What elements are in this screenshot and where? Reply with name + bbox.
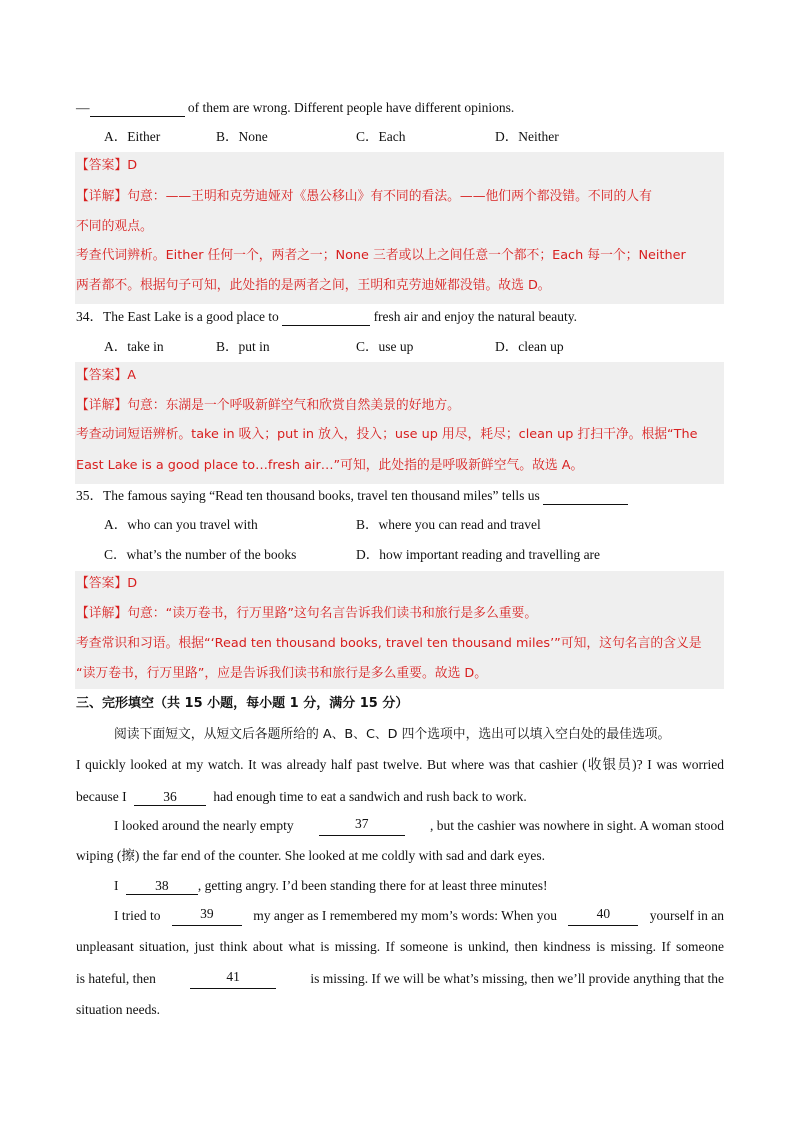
q34-answer: 【答案】A xyxy=(76,368,136,383)
blank-39: 39 xyxy=(172,906,242,926)
q35-stem: 35．The famous saying “Read ten thousand books, travel ten thousand miles” tells us xyxy=(76,486,628,506)
q33-detail-1: 【详解】句意：——王明和克劳迪娅对《愚公移山》有不同的看法。——他们两个都没错。不同的人有 xyxy=(76,189,652,204)
q33-option-a: A．Either xyxy=(104,129,161,144)
q35-answer: 【答案】D xyxy=(76,576,138,591)
q34-option-c: C．use up xyxy=(356,339,414,354)
q33-answer: 【答案】D xyxy=(76,158,138,173)
q33-option-d: D．Neither xyxy=(495,129,559,144)
q34-detail-1: 【详解】句意：东湖是一个呼吸新鲜空气和欣赏自然美景的好地方。 xyxy=(76,398,460,413)
q34-stem: 34．The East Lake is a good place to fresh air and enjoy the natural beauty. xyxy=(76,309,577,324)
q33-detail-4: 两者都不。根据句子可知，此处指的是两者之间，王明和克劳迪娅都没错。故选 D。 xyxy=(76,278,551,293)
q35-detail-1: 【详解】句意：“读万卷书，行万里路”这句名言告诉我们读书和旅行是多么重要。 xyxy=(76,606,538,621)
q35-option-b: B．where you can read and travel xyxy=(356,517,541,532)
blank-38: 38 xyxy=(126,878,198,895)
passage-p4-line4: situation needs. xyxy=(76,1002,160,1017)
passage-p1-line2: because I 36 had enough time to eat a sandwich and rush back to work. xyxy=(76,789,527,804)
q35-detail-3: “读万卷书，行万里路”，应是告诉我们读书和旅行是多么重要。故选 D。 xyxy=(76,666,488,681)
passage-p4-line3: is hateful, then 41 is missing. If we will be what’s missing, then we’ll provide anything that the xyxy=(76,969,724,989)
q35-blank xyxy=(543,488,628,505)
blank-41: 41 xyxy=(190,969,276,989)
passage-p4-line2: unpleasant situation, just think about what is missing. If someone is unkind, then kindness is missing. If someone xyxy=(76,939,724,954)
q35-option-d: D．how important reading and travelling are xyxy=(356,547,601,562)
passage-p3: I 38 , getting angry. I’d been standing there for at least three minutes! xyxy=(114,878,548,893)
q34-detail-2: 考查动词短语辨析。take in 吸入；put in 放入，投入；use up 用尽，耗尽；clean up 打扫干净。根据“The xyxy=(76,427,698,442)
q34-option-b: B．put in xyxy=(216,339,270,354)
section-title: 三、完形填空（共 15 小题，每小题 1 分，满分 15 分） xyxy=(76,696,409,711)
q33-option-c: C．Each xyxy=(356,129,406,144)
q33-blank xyxy=(90,100,185,117)
q33-stem: — of them are wrong. Different people have different opinions. xyxy=(76,100,515,115)
q33-option-b: B．None xyxy=(216,129,268,144)
q33-detail-2: 不同的观点。 xyxy=(76,219,153,234)
q34-detail-3: East Lake is a good place to…fresh air…”可知，此处指的是呼吸新鲜空气。故选 A。 xyxy=(76,458,584,473)
q35-detail-2: 考查常识和习语。根据“‘Read ten thousand books, travel ten thousand miles’”可知，这句名言的含义是 xyxy=(76,636,702,651)
section-instruction: 阅读下面短文，从短文后各题所给的 A、B、C、D 四个选项中，选出可以填入空白处的最佳选项。 xyxy=(114,727,671,742)
blank-36: 36 xyxy=(134,789,206,806)
passage-p1-line1: I quickly looked at my watch. It was already half past twelve. But where was that cashier (收银员)? I was worried xyxy=(76,757,724,772)
passage-p2-line1: I looked around the nearly empty 37 , but the cashier was nowhere in sight. A woman stood xyxy=(114,816,724,836)
q35-option-c: C．what’s the number of the books xyxy=(104,547,297,562)
q34-blank xyxy=(282,309,370,326)
passage-p4-line1: I tried to 39 my anger as I remembered my mom’s words: When you 40 yourself in an xyxy=(114,906,724,926)
q35-option-a: A．who can you travel with xyxy=(104,517,258,532)
blank-40: 40 xyxy=(568,906,638,926)
q34-option-d: D．clean up xyxy=(495,339,564,354)
passage-p2-line2: wiping (擦) the far end of the counter. She looked at me coldly with sad and dark eyes. xyxy=(76,848,545,863)
q33-detail-3: 考查代词辨析。Either 任何一个，两者之一；None 三者或以上之间任意一个都不；Each 每一个；Neither xyxy=(76,248,686,263)
blank-37: 37 xyxy=(319,816,405,836)
q34-option-a: A．take in xyxy=(104,339,164,354)
